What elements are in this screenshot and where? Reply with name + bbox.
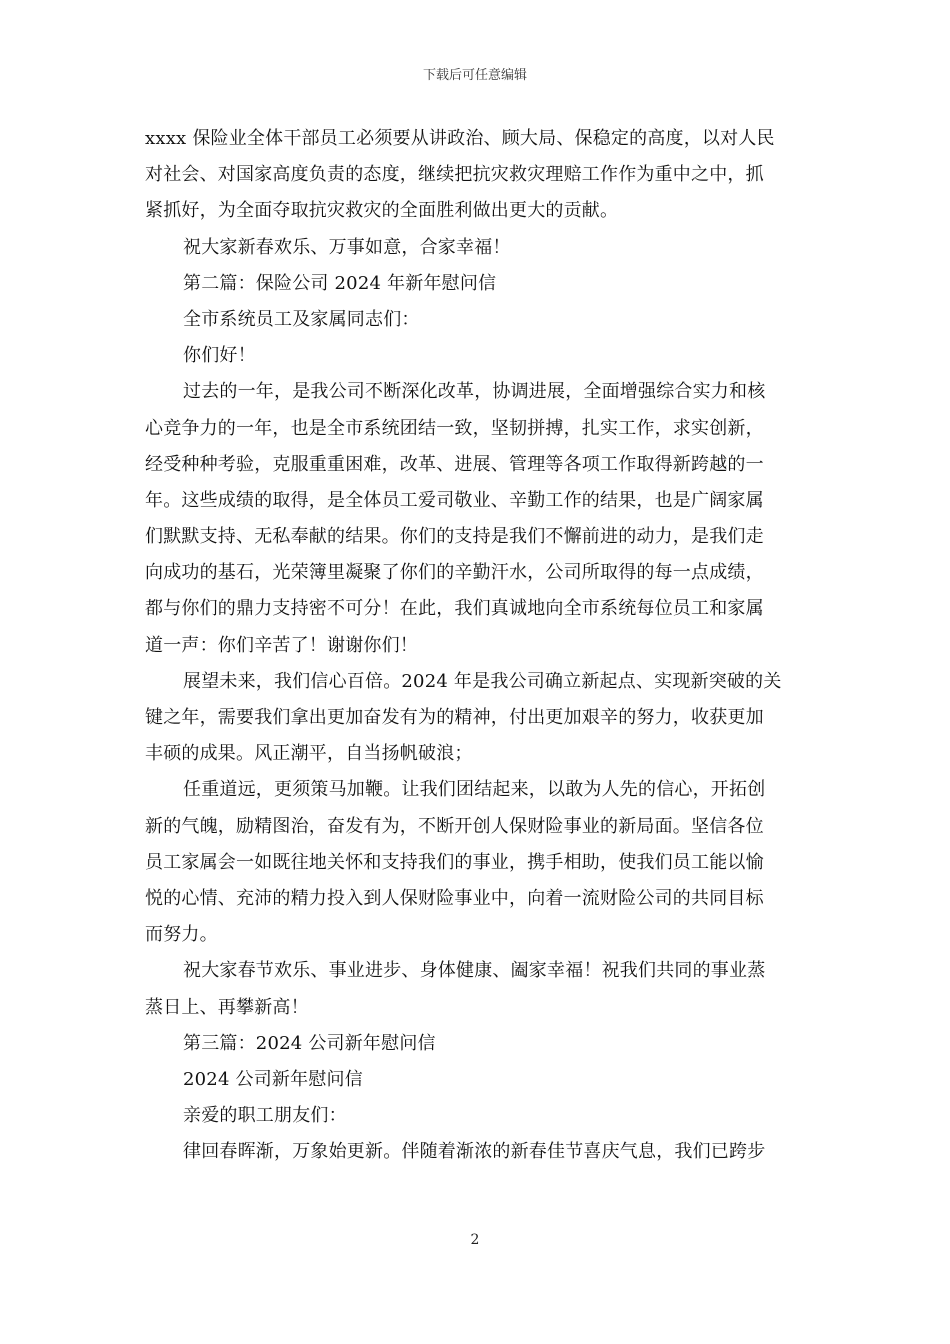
text-line: 悦的心情、充沛的精力投入到人保财险事业中，向着一流财险公司的共同目标	[145, 887, 764, 909]
text-line: 第三篇：2024 公司新年慰问信	[183, 1032, 436, 1054]
text-line: 祝大家春节欢乐、事业进步、身体健康、阖家幸福！祝我们共同的事业蒸	[183, 960, 766, 982]
text-line: 第二篇：保险公司 2024 年新年慰问信	[183, 272, 497, 294]
text-line: 新的气魄，励精图治，奋发有为，不断开创人保财险事业的新局面。坚信各位	[145, 815, 764, 837]
text-line: 都与你们的鼎力支持密不可分！在此，我们真诚地向全市系统每位员工和家属	[145, 598, 764, 620]
text-line: 你们好！	[183, 345, 256, 367]
text-line: 键之年，需要我们拿出更加奋发有为的精神，付出更加艰辛的努力，收获更加	[145, 707, 764, 728]
page-header: 下载后可任意编辑	[422, 68, 527, 83]
text-line: 心竞争力的一年，也是全市系统团结一致，坚韧拼搏，扎实工作，求实创新，	[145, 417, 764, 439]
text-line: 经受种种考验，克服重重困难，改革、进展、管理等各项工作取得新跨越的一	[145, 453, 764, 475]
text-line: 紧抓好，为全面夺取抗灾救灾的全面胜利做出更大的贡献。	[145, 200, 619, 222]
text-line: 年。这些成绩的取得，是全体员工爱司敬业、辛勤工作的结果，也是广阔家属	[145, 489, 764, 511]
document-body	[145, 121, 807, 1170]
text-line: 过去的一年，是我公司不断深化改革，协调进展，全面增强综合实力和核	[183, 381, 766, 403]
text-line: 律回春晖渐，万象始更新。伴随着渐浓的新春佳节喜庆气息，我们已跨步	[183, 1141, 766, 1163]
text-line: 亲爱的职工朋友们：	[183, 1105, 347, 1127]
text-line: 向成功的基石，光荣簿里凝聚了你们的辛勤汗水，公司所取得的每一点成绩，	[145, 562, 764, 584]
page-number: 2	[470, 1232, 480, 1248]
text-line: 道一声：你们辛苦了！谢谢你们！	[145, 634, 418, 656]
text-line: 展望未来，我们信心百倍。2024 年是我公司确立新起点、实现新突破的关	[183, 670, 782, 692]
text-line: 2024 公司新年慰问信	[183, 1068, 363, 1090]
text-line: 对社会、对国家高度负责的态度，继续把抗灾救灾理赔工作作为重中之中，抓	[145, 164, 764, 186]
text-line: 员工家属会一如既往地关怀和支持我们的事业，携手相助，使我们员工能以愉	[145, 851, 764, 873]
text-line: 们默默支持、无私奉献的结果。你们的支持是我们不懈前进的动力，是我们走	[145, 526, 764, 548]
text-line: 而努力。	[145, 924, 218, 946]
text-line: xxxx 保险业全体干部员工必须要从讲政治、顾大局、保稳定的高度，以对人民	[145, 128, 775, 149]
text-line: 任重道远，更须策马加鞭。让我们团结起来，以敢为人先的信心，开拓创	[183, 779, 766, 801]
text-line: 全市系统员工及家属同志们：	[183, 308, 420, 330]
text-line: 蒸日上、再攀新高！	[145, 996, 309, 1018]
text-line: 祝大家新春欢乐、万事如意，合家幸福！	[183, 236, 511, 258]
text-line: 丰硕的成果。风正潮平，自当扬帆破浪；	[145, 743, 473, 765]
